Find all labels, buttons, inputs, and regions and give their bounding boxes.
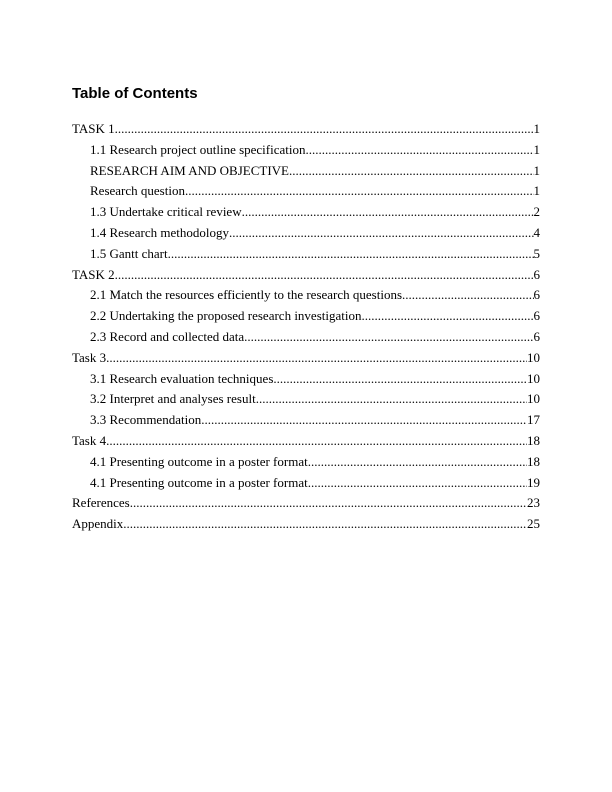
- toc-entry[interactable]: [72, 288, 540, 301]
- table-of-contents: [72, 122, 540, 530]
- toc-page-number: 18: [527, 432, 540, 448]
- toc-page-number: 10: [527, 391, 540, 407]
- toc-entry[interactable]: [72, 309, 540, 322]
- toc-entry[interactable]: [72, 184, 540, 197]
- toc-page-number: 6: [533, 287, 540, 303]
- toc-page-number: 1: [533, 162, 540, 178]
- toc-entry[interactable]: [72, 496, 540, 509]
- toc-entry[interactable]: [72, 205, 540, 218]
- toc-entry[interactable]: [72, 268, 540, 281]
- toc-entry[interactable]: [72, 351, 540, 364]
- toc-dot-leader: [306, 143, 534, 156]
- toc-entry-label: 1.1 Research project outline specification: [90, 141, 306, 157]
- toc-entry-label: 2.1 Match the resources efficiently to the research questions: [90, 287, 403, 303]
- toc-dot-leader: [130, 496, 527, 509]
- toc-page-number: 1: [533, 183, 540, 199]
- toc-entry-label: Appendix: [72, 516, 124, 532]
- toc-entry[interactable]: [72, 164, 540, 177]
- toc-dot-leader: [123, 517, 527, 530]
- toc-entry-label: 2.3 Record and collected data: [90, 328, 245, 344]
- toc-entry-label: References: [72, 495, 130, 511]
- toc-entry[interactable]: [72, 392, 540, 405]
- toc-page-number: 10: [527, 349, 540, 365]
- toc-dot-leader: [185, 184, 534, 197]
- toc-dot-leader: [115, 268, 534, 281]
- toc-entry-label: 1.5 Gantt chart: [90, 245, 168, 261]
- toc-entry[interactable]: [72, 226, 540, 239]
- toc-dot-leader: [308, 455, 527, 468]
- toc-page-number: 2: [533, 204, 540, 220]
- toc-dot-leader: [229, 226, 534, 239]
- toc-dot-leader: [244, 330, 533, 343]
- toc-dot-leader: [402, 288, 533, 301]
- toc-entry[interactable]: [72, 455, 540, 468]
- toc-dot-leader: [168, 247, 534, 260]
- toc-entry[interactable]: [72, 434, 540, 447]
- toc-page-number: 4: [533, 224, 540, 240]
- page-title: Table of Contents: [72, 85, 198, 102]
- toc-page-number: 1: [533, 121, 540, 136]
- toc-entry[interactable]: [72, 476, 540, 489]
- toc-page-number: 23: [527, 495, 540, 511]
- toc-dot-leader: [361, 309, 533, 322]
- toc-page-number: 6: [533, 308, 540, 324]
- toc-entry-label: 3.1 Research evaluation techniques: [90, 370, 274, 386]
- toc-page-number: 6: [533, 328, 540, 344]
- toc-dot-leader: [106, 351, 527, 364]
- toc-dot-leader: [201, 413, 527, 426]
- toc-dot-leader: [289, 164, 534, 177]
- toc-entry-label: 2.2 Undertaking the proposed research investigation: [90, 308, 362, 324]
- toc-dot-leader: [256, 392, 527, 405]
- toc-entry[interactable]: [72, 143, 540, 156]
- toc-page-number: 25: [527, 516, 540, 532]
- toc-entry-label: Task 4: [72, 432, 107, 448]
- toc-dot-leader: [273, 372, 527, 385]
- toc-entry[interactable]: [72, 330, 540, 343]
- toc-page-number: 17: [527, 412, 540, 428]
- toc-entry-label: Task 3: [72, 349, 107, 365]
- toc-page-number: 1: [533, 141, 540, 157]
- toc-entry-label: 4.1 Presenting outcome in a poster format: [90, 453, 308, 469]
- toc-entry-label: 3.3 Recommendation: [90, 412, 202, 428]
- toc-entry[interactable]: [72, 517, 540, 530]
- toc-page-number: 5: [533, 245, 540, 261]
- toc-entry-label: TASK 1: [72, 121, 115, 136]
- toc-entry-label: 4.1 Presenting outcome in a poster format: [90, 474, 308, 490]
- toc-entry-label: Research question: [90, 183, 185, 199]
- toc-dot-leader: [115, 122, 534, 135]
- toc-entry[interactable]: [72, 122, 540, 135]
- toc-page-number: 18: [527, 453, 540, 469]
- toc-dot-leader: [308, 476, 527, 489]
- toc-entry[interactable]: [72, 372, 540, 385]
- toc-entry[interactable]: [72, 413, 540, 426]
- toc-entry-label: RESEARCH AIM AND OBJECTIVE: [90, 162, 289, 178]
- toc-page-number: 6: [533, 266, 540, 282]
- toc-entry-label: 1.3 Undertake critical review: [90, 204, 242, 220]
- toc-entry-label: 1.4 Research methodology: [90, 224, 229, 240]
- toc-entry[interactable]: [72, 247, 540, 260]
- toc-page-number: 19: [527, 474, 540, 490]
- toc-page-number: 10: [527, 370, 540, 386]
- toc-entry-label: 3.2 Interpret and analyses result: [90, 391, 256, 407]
- toc-entry-label: TASK 2: [72, 266, 115, 282]
- toc-dot-leader: [242, 205, 534, 218]
- toc-dot-leader: [106, 434, 527, 447]
